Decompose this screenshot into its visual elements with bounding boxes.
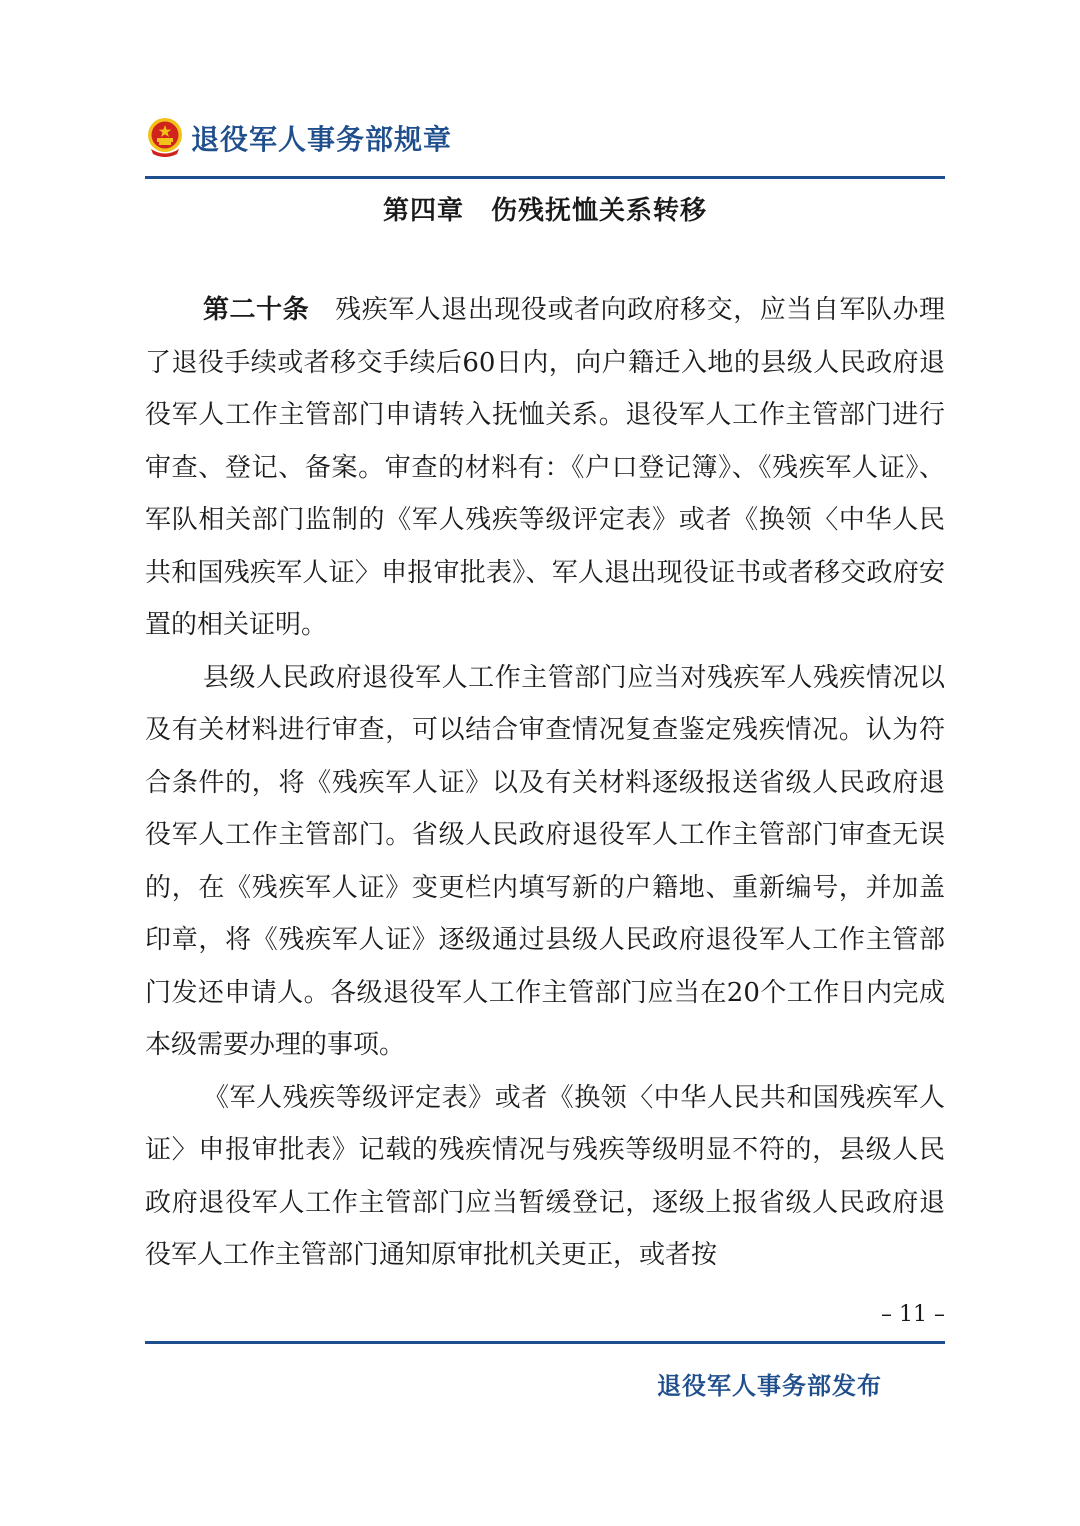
paragraph (145, 652, 945, 1072)
publisher-label: 退役军人事务部发布 (657, 1372, 882, 1400)
paragraph-text: 县级人民政府退役军人工作主管部门应当对残疾军人残疾情况以及有关材料进行审查，可以结合审查情况复查鉴定残疾情况。认为符合条件的，将《残疾军人证》以及有关材料逐级报送省级人民政府退役军人工作主管部门。省级人民政府退役军人工作主管部门审查无误的，在《残疾军人证》变更栏内填写新的户籍地、重新编号，并加盖印章，将《残疾军人证》逐级通过县级人民政府退役军人工作主管部门发还申请人。各级退役军人工作主管部门应当在20个工作日内完成本级需要办理的事项。 (145, 662, 945, 1060)
page-header (145, 112, 945, 164)
document-body (145, 284, 945, 1282)
paragraph-text: 残疾军人退出现役或者向政府移交，应当自军队办理了退役手续或者移交手续后60日内，向户籍迁入地的县级人民政府退役军人工作主管部门申请转入抚恤关系。退役军人工作主管部门进行审查、登记、备案。审查的材料有：《户口登记簿》、《残疾军人证》、军队相关部门监制的《军人残疾等级评定表》或者《换领〈中华人民共和国残疾军人证〉申报审批表》、军人退出现役证书或者移交政府安置的相关证明。 (145, 295, 945, 640)
header-title: 退役军人事务部规章 (191, 123, 453, 156)
header-divider (145, 176, 945, 179)
article-number: 第二十条 (203, 295, 310, 325)
national-emblem-icon (145, 116, 185, 160)
paragraph-text: 《军人残疾等级评定表》或者《换领〈中华人民共和国残疾军人证〉申报审批表》记载的残疾情况与残疾等级明显不符的，县级人民政府退役军人工作主管部门应当暂缓登记，逐级上报省级人民政府退役军人工作主管部门通知原审批机关更正，或者按 (145, 1082, 945, 1270)
paragraph (145, 284, 945, 652)
chapter-title: 第四章 伤残抚恤关系转移 (382, 196, 707, 226)
page-number: – 11 – (881, 1302, 945, 1327)
paragraph (145, 1072, 945, 1282)
footer-divider (145, 1341, 945, 1344)
